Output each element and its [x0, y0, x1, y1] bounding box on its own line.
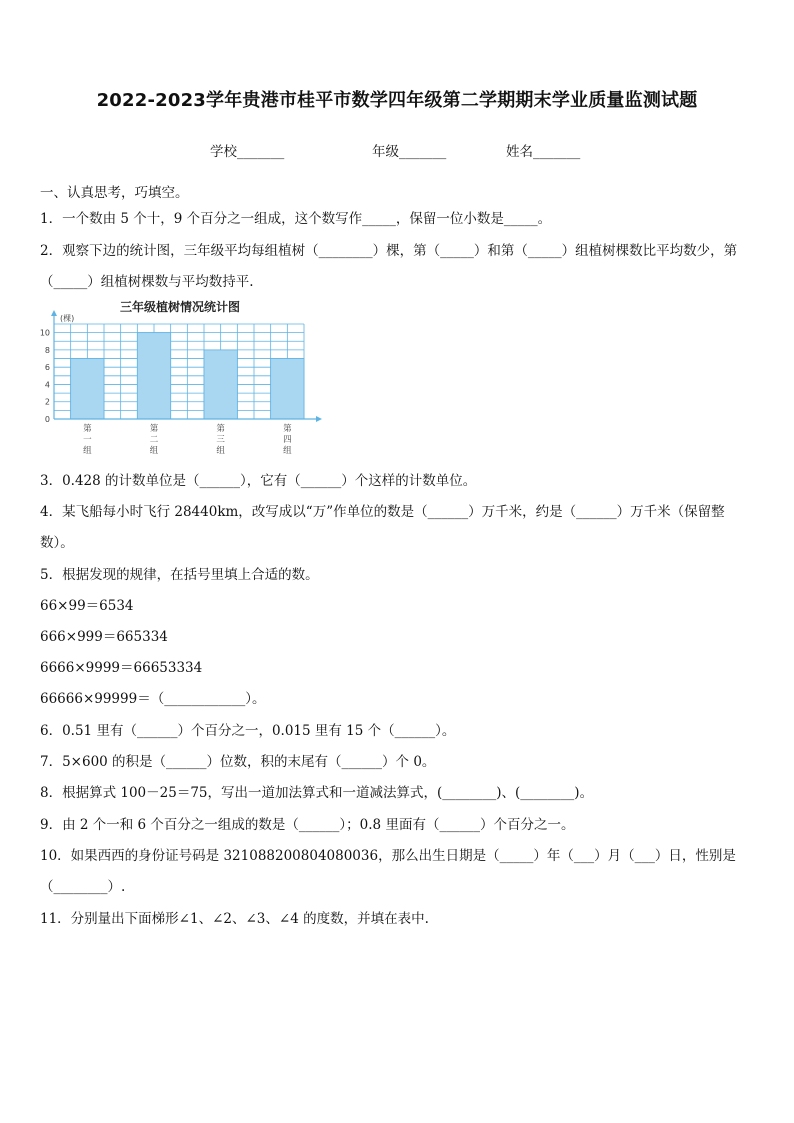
question-11: 11．分别量出下面梯形∠1、∠2、∠3、∠4 的度数，并填在表中.: [40, 911, 429, 927]
question-5-equation-1: 66×99＝6534: [40, 598, 134, 614]
question-3: 3．0.428 的计数单位是（______），它有（______）个这样的计数单位。: [40, 473, 477, 489]
page-title: 2022-2023学年贵港市桂平市数学四年级第二学期期末学业质量监测试题: [96, 90, 698, 111]
x-tick-label-4: 组: [283, 446, 292, 456]
y-axis-arrow: [51, 310, 57, 316]
name-field: 姓名_______: [506, 144, 581, 160]
question-2-line-1: 2．观察下边的统计图，三年级平均每组植树（________）棵，第（_____）和第（_____）组植树棵数比平均数少，第: [40, 243, 738, 259]
x-tick-label-3: 三: [216, 435, 225, 445]
x-tick-label-2: 组: [149, 446, 159, 456]
question-4-line-2: 数）。: [40, 535, 74, 551]
question-9: 9．由 2 个一和 6 个百分之一组成的数是（______）；0.8 里面有（______）个百分之一。: [40, 817, 575, 833]
bar-1: [71, 359, 104, 419]
y-tick-label: 4: [44, 380, 50, 390]
question-2-line-2: （_____）组植树棵数与平均数持平.: [40, 274, 254, 290]
question-10-line-2: （________）.: [40, 879, 126, 895]
school-field: 学校_______: [210, 144, 285, 160]
x-tick-label-1: 组: [83, 446, 92, 456]
question-6: 6．0.51 里有（______）个百分之一，0.015 里有 15 个（______）。: [40, 723, 456, 739]
x-tick-label-1: 第: [83, 424, 92, 434]
bar-2: [137, 333, 170, 419]
chart-ylabel: (棵): [60, 314, 75, 323]
x-tick-label-4: 第: [283, 424, 292, 434]
x-tick-label-3: 第: [216, 424, 225, 434]
y-tick-label: 0: [44, 415, 50, 424]
question-5-equation-3: 6666×9999＝66653334: [40, 660, 203, 676]
question-7: 7．5×600 的积是（______）位数，积的末尾有（______）个 0。: [40, 754, 436, 770]
chart-title: 三年级植树情况统计图: [119, 300, 241, 314]
bar-3: [204, 350, 237, 419]
grade-field: 年级_______: [372, 144, 447, 160]
question-8: 8．根据算式 100－25＝75，写出一道加法算式和一道减法算式，(________)、(________)。: [40, 785, 594, 801]
y-tick-label: 8: [44, 345, 50, 355]
x-tick-label-3: 组: [216, 446, 225, 456]
x-tick-label-1: 一: [83, 435, 92, 445]
question-5-equation-2: 666×999＝665334: [40, 629, 168, 645]
x-axis-arrow: [316, 416, 322, 422]
x-tick-label-4: 四: [283, 435, 292, 445]
bar-chart: [40, 295, 340, 460]
question-5: 5．根据发现的规律，在括号里填上合适的数。: [40, 567, 319, 583]
question-5-equation-4: 66666×99999＝（____________）。: [40, 691, 266, 707]
question-1: 1．一个数由 5 个十，9 个百分之一组成，这个数写作_____，保留一位小数是_____。: [40, 211, 552, 227]
y-tick-label: 2: [44, 397, 50, 407]
question-10-line-1: 10．如果西西的身份证号码是 321088200804080036，那么出生日期是（_____）年（___）月（___）日，性别是: [40, 848, 736, 864]
section-heading: 一、认真思考，巧填空。: [40, 185, 189, 201]
y-tick-label: 10: [40, 328, 50, 338]
question-4-line-1: 4．某飞船每小时飞行 28440km，改写成以“万”作单位的数是（______）万千米，约是（______）万千米（保留整: [40, 504, 725, 520]
y-tick-label: 6: [44, 363, 50, 373]
bar-4: [271, 359, 304, 419]
x-tick-label-2: 第: [149, 424, 159, 434]
x-tick-label-2: 二: [149, 435, 159, 445]
